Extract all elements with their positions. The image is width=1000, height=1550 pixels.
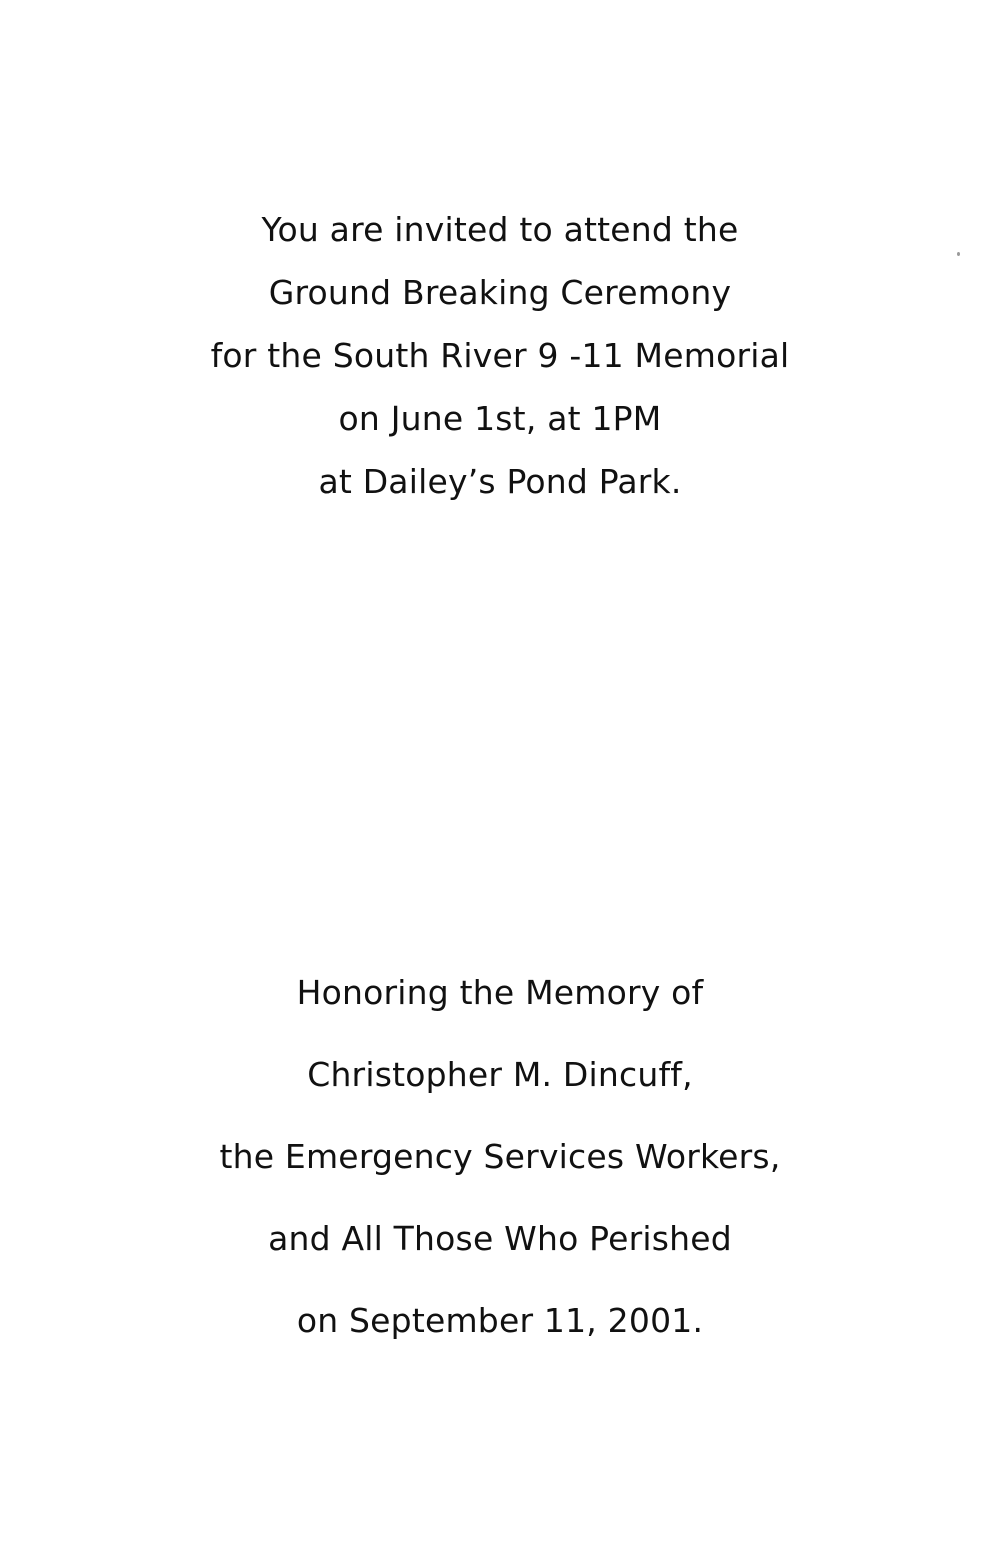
dedication-line: Christopher M. Dincuff, xyxy=(307,1055,693,1094)
invitation-line: at Dailey’s Pond Park. xyxy=(318,462,682,501)
invitation-line: on June 1st, at 1PM xyxy=(338,399,662,438)
dedication-line: on September 11, 2001. xyxy=(296,1301,704,1340)
dedication-line: Honoring the Memory of xyxy=(296,973,704,1012)
invitation-line: You are invited to attend the xyxy=(261,210,739,249)
dedication-line: and All Those Who Perished xyxy=(268,1219,732,1258)
invitation-line: for the South River 9 -11 Memorial xyxy=(210,336,790,375)
invitation-text xyxy=(0,198,1000,513)
dedication-line: the Emergency Services Workers, xyxy=(219,1137,781,1176)
invitation-line: Ground Breaking Ceremony xyxy=(268,273,732,312)
scan-speck xyxy=(957,252,960,256)
dedication-text xyxy=(0,952,1000,1362)
